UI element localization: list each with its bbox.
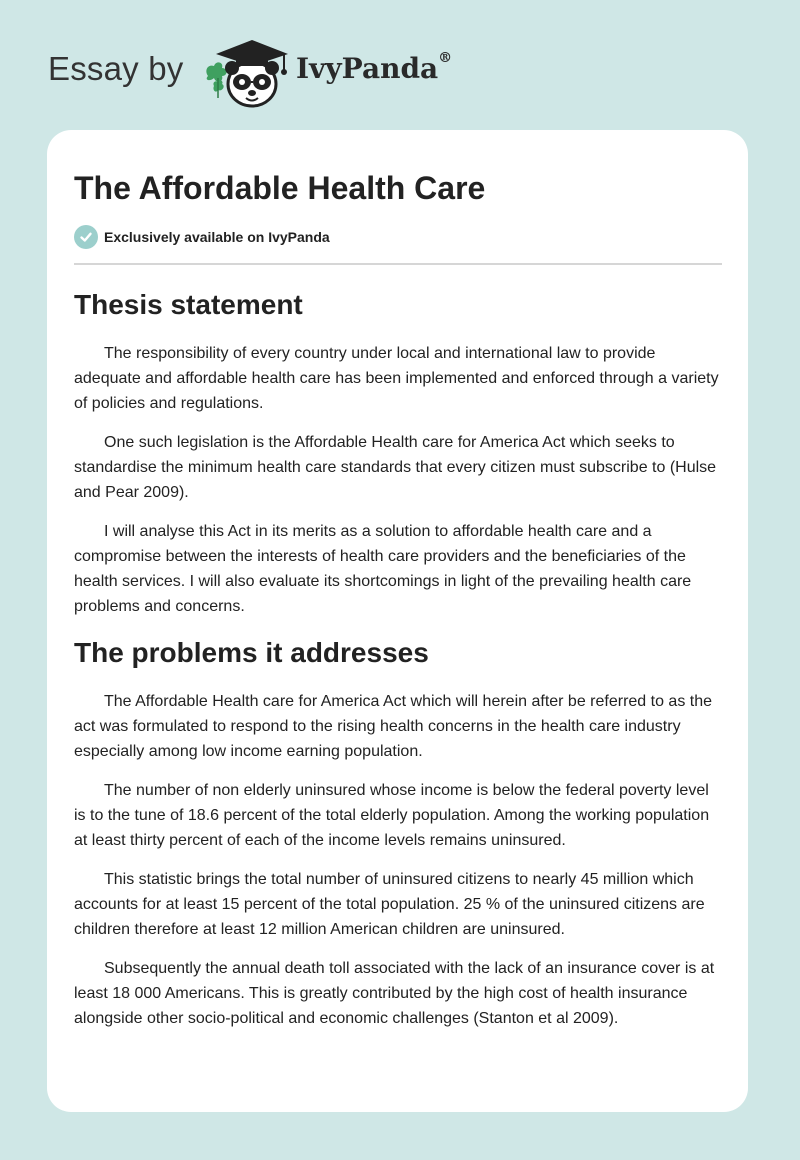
- essay-by-label: Essay by: [48, 50, 184, 87]
- section-body-problems: [74, 689, 722, 1031]
- panda-logo-icon[interactable]: [202, 36, 294, 110]
- check-icon: [74, 225, 98, 249]
- paragraph: I will analyse this Act in its merits as a solution to affordable health care and a compromise between the interests of health care providers and the beneficiaries of the health services. I will also evaluate its shortcomings in light of the prevailing health care problems and concerns.: [74, 523, 692, 615]
- section-body-thesis: [74, 341, 722, 619]
- paragraph: This statistic brings the total number of uninsured citizens to nearly 45 million which accounts for at least 15 percent of the total population. 25 % of the uninsured citizens are children therefore at least 12 million American children are uninsured.: [74, 871, 705, 938]
- paragraph: The Affordable Health care for America Act which will herein after be referred to as the act was formulated to respond to the rising health concerns in the health care industry especially among low income earning population.: [74, 693, 713, 760]
- exclusive-badge-text: Exclusively available on IvyPanda: [104, 229, 330, 245]
- paragraph: The responsibility of every country under local and international law to provide adequate and affordable health care has been implemented and enforced through a variety of policies and regulations.: [74, 345, 719, 412]
- page-title: The Affordable Health Care: [74, 170, 486, 206]
- exclusive-badge: [74, 224, 722, 250]
- essay-card: [47, 130, 748, 1112]
- paragraph: Subsequently the annual death toll associated with the lack of an insurance cover is at least 18 000 Americans. This is greatly contributed by the high cost of health insurance alongside other socio-political and economic challenges (Stanton et al 2009).: [74, 960, 715, 1027]
- paragraph: One such legislation is the Affordable Health care for America Act which seeks to standardise the minimum health care standards that every citizen must subscribe to (Hulse and Pear 2009).: [74, 434, 717, 501]
- paragraph: The number of non elderly uninsured whose income is below the federal poverty level is to the tune of 18.6 percent of the total elderly population. Among the working population at least thirty percent of each of the income levels remains uninsured.: [74, 782, 710, 849]
- brand-name-text: IvyPanda: [296, 52, 439, 85]
- site-header: [0, 0, 800, 120]
- brand-name[interactable]: [296, 52, 452, 85]
- registered-mark: ®: [438, 50, 453, 66]
- section-heading-thesis: Thesis statement: [74, 289, 303, 320]
- divider: [74, 263, 722, 265]
- section-heading-problems: The problems it addresses: [74, 637, 429, 668]
